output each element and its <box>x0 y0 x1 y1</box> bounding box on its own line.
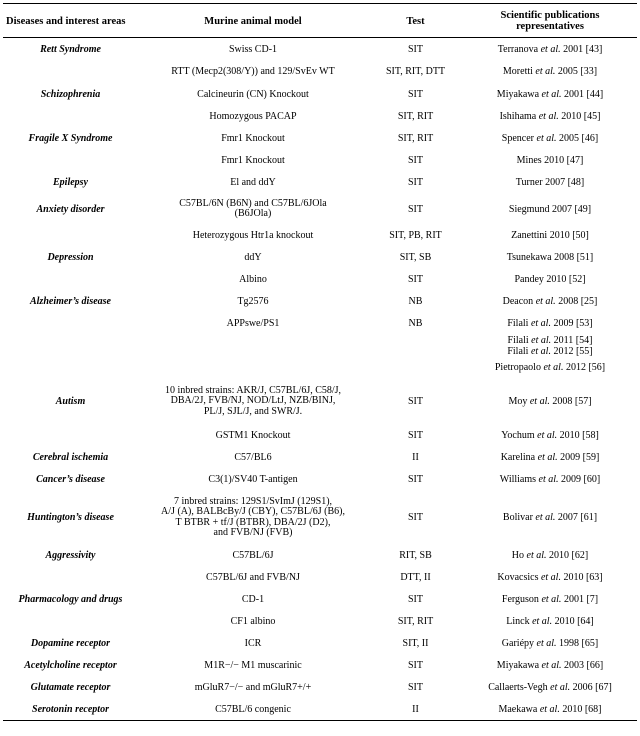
disease-cell <box>3 225 138 247</box>
publication-reference <box>466 396 634 407</box>
publication-reference <box>466 638 634 649</box>
table-row <box>3 247 637 269</box>
publication-cell <box>463 61 637 83</box>
test-cell: SIT <box>408 660 423 671</box>
model-cell <box>138 106 368 128</box>
publication-cell <box>463 567 637 589</box>
publication-cell <box>463 335 637 357</box>
publication-cell <box>463 611 637 633</box>
publication-cell <box>463 545 637 567</box>
test-cell: SIT <box>408 88 423 100</box>
publication-year-ref: 2011 [54] <box>553 334 593 346</box>
publication-author: Ferguson <box>501 594 539 605</box>
model-cell <box>138 313 368 335</box>
publication-cell <box>463 106 637 128</box>
model-line: RTT (Mecp2(308/Y)) and 129/SvEv WT <box>171 66 335 77</box>
table-row <box>3 699 637 721</box>
publication-author: Kovacsics <box>497 572 539 583</box>
publication-reference <box>466 66 634 77</box>
model-cell <box>138 469 368 491</box>
et-al-text: et al. <box>540 572 561 583</box>
table-body <box>3 38 637 721</box>
publication-reference <box>466 660 634 671</box>
model-cell <box>138 545 368 567</box>
publication-author: Pietropaolo <box>494 362 541 373</box>
model-cell <box>138 425 368 447</box>
et-al-text: et al. <box>541 660 562 671</box>
model-line: M1R−/− M1 muscarinic <box>204 660 302 671</box>
table-row <box>3 633 637 655</box>
publication-author: Ho <box>511 550 525 561</box>
publication-author: Miyakawa <box>496 660 540 671</box>
model-cell <box>138 128 368 150</box>
test-cell: RIT, SB <box>399 550 432 561</box>
publication-year-ref: 2010 [62] <box>549 550 589 561</box>
model-cell <box>138 379 368 425</box>
model-cell <box>138 194 368 225</box>
disease-cell <box>3 611 138 633</box>
et-al-text: et al. <box>541 88 562 100</box>
table-row <box>3 83 637 106</box>
model-cell <box>138 699 368 721</box>
publication-year-ref: 2012 [55] <box>553 345 593 357</box>
model-line: C57BL/6J and FVB/NJ <box>206 572 300 583</box>
model-cell <box>138 567 368 589</box>
publication-cell <box>463 677 637 699</box>
model-line: CF1 albino <box>230 616 276 627</box>
disease-cell: Rett Syndrome <box>40 43 101 55</box>
et-al-text: et al. <box>530 318 551 329</box>
publication-cell <box>463 150 637 172</box>
disease-model-table <box>3 3 637 721</box>
publication-reference <box>466 362 634 373</box>
header-row <box>3 4 637 38</box>
test-cell: SIT <box>408 203 423 215</box>
disease-cell <box>3 425 138 447</box>
test-cell: SIT <box>408 512 423 523</box>
publication-author: Ishihama <box>499 111 537 122</box>
test-cell: SIT <box>408 274 423 285</box>
publication-reference <box>466 616 634 627</box>
header-publications: Scientific publications representatives <box>463 4 637 38</box>
publication-cell <box>463 83 637 106</box>
model-line: 10 inbred strains: AKR/J, C57BL/6J, C58/J, <box>164 384 342 396</box>
table-row <box>3 38 637 61</box>
et-al-text: et al. <box>529 396 550 407</box>
test-cell: SIT <box>408 682 423 693</box>
publication-reference <box>466 430 634 441</box>
table-row <box>3 589 637 611</box>
test-cell: SIT <box>408 594 423 605</box>
publication-year-ref: 2001 [7] <box>563 594 599 605</box>
publication-reference <box>466 89 634 100</box>
model-cell <box>138 633 368 655</box>
disease-cell: Anxiety disorder <box>36 203 105 215</box>
publication-year-ref: Turner 2007 [48] <box>515 177 585 188</box>
table-row <box>3 335 637 357</box>
disease-cell: Glutamate receptor <box>30 682 111 693</box>
publication-year-ref: 2005 [33] <box>557 66 598 77</box>
publication-author: Terranova <box>497 43 539 55</box>
model-cell <box>138 335 368 357</box>
publication-reference <box>466 296 634 307</box>
et-al-text: et al. <box>540 43 561 55</box>
model-cell <box>138 269 368 291</box>
et-al-text: et al. <box>536 133 557 144</box>
publication-author: Williams <box>499 474 537 485</box>
publication-table-container <box>3 3 637 721</box>
disease-cell: Aggressivity <box>45 550 96 561</box>
publication-year-ref: 1998 [65] <box>559 638 599 649</box>
disease-cell: Huntington’s disease <box>27 512 114 523</box>
publication-reference <box>466 335 634 346</box>
publication-cell <box>463 379 637 425</box>
publication-author: Gariépy <box>501 638 535 649</box>
table-row <box>3 357 637 379</box>
disease-cell: Schizophrenia <box>40 88 101 100</box>
publication-cell <box>463 699 637 721</box>
test-cell: NB <box>408 318 423 329</box>
test-cell: SIT, II <box>402 638 429 649</box>
publication-cell <box>463 247 637 269</box>
publication-cell <box>463 225 637 247</box>
publication-reference <box>466 252 634 263</box>
test-cell: II <box>368 699 463 721</box>
publication-reference <box>466 274 634 285</box>
model-line: Tg2576 <box>237 296 269 307</box>
table-row <box>3 567 637 589</box>
publication-reference <box>466 682 634 693</box>
publication-reference <box>466 346 634 357</box>
table-row <box>3 677 637 699</box>
et-al-text: et al. <box>539 703 560 715</box>
table-row <box>3 291 637 313</box>
publication-reference <box>466 550 634 561</box>
publication-year-ref: 2009 [60] <box>561 474 601 485</box>
table-row <box>3 655 637 677</box>
publication-year-ref: 2009 [59] <box>560 452 600 463</box>
disease-cell: Depression <box>47 252 94 263</box>
disease-cell <box>3 269 138 291</box>
publication-reference <box>466 133 634 144</box>
publication-year-ref: 2001 [44] <box>564 88 604 100</box>
publication-cell <box>463 447 637 469</box>
publication-year-ref: 2008 [25] <box>558 296 598 307</box>
table-row <box>3 425 637 447</box>
publication-reference <box>466 44 634 55</box>
publication-year-ref: 2010 [45] <box>561 111 601 122</box>
table-row <box>3 379 637 425</box>
disease-cell: Autism <box>55 396 86 407</box>
test-cell: SIT <box>408 474 423 485</box>
publication-author: Callaerts-Vegh <box>488 682 548 693</box>
publication-cell <box>463 38 637 61</box>
table-row <box>3 194 637 225</box>
publication-reference <box>466 594 634 605</box>
et-al-text: et al. <box>538 111 559 122</box>
publication-author: Spencer <box>501 133 535 144</box>
test-cell: DTT, II <box>400 572 431 583</box>
disease-cell: Alzheimer’s disease <box>29 296 111 307</box>
test-cell <box>368 335 463 357</box>
disease-cell <box>3 150 138 172</box>
publication-year-ref: 2001 [43] <box>563 43 603 55</box>
disease-cell <box>3 313 138 335</box>
et-al-text: et al. <box>537 430 558 441</box>
model-line: ddY <box>244 252 262 263</box>
model-line: Fmr1 Knockout <box>221 155 285 166</box>
model-line: A/J (A), BALBcBy/J (CBY), C57BL/6J (B6), <box>161 506 345 517</box>
publication-year-ref: Tsunekawa 2008 [51] <box>506 252 594 263</box>
model-line: El and ddY <box>230 177 276 188</box>
et-al-text: et al. <box>530 345 551 357</box>
model-cell <box>138 150 368 172</box>
et-al-text: et al. <box>541 594 562 605</box>
publication-year-ref: Mines 2010 [47] <box>516 155 584 166</box>
et-al-text: et al. <box>535 66 556 77</box>
publication-cell <box>463 633 637 655</box>
table-header <box>3 4 637 38</box>
test-cell: SIT, PB, RIT <box>389 230 442 241</box>
disease-cell <box>3 357 138 379</box>
table-row <box>3 225 637 247</box>
publication-reference <box>466 704 634 715</box>
model-line: C3(1)/SV40 T-antigen <box>208 474 298 485</box>
publication-year-ref: 2010 [58] <box>559 430 599 441</box>
test-cell: II <box>412 452 419 463</box>
publication-cell <box>463 589 637 611</box>
et-al-text: et al. <box>536 638 557 649</box>
et-al-text: et al. <box>526 550 547 561</box>
publication-year-ref: 2008 [57] <box>552 396 592 407</box>
disease-cell: Dopamine receptor <box>30 638 111 649</box>
et-al-text: et al. <box>543 362 564 373</box>
model-line: C57BL/6 congenic <box>215 703 291 715</box>
publication-cell <box>463 291 637 313</box>
disease-cell <box>3 106 138 128</box>
et-al-text: et al. <box>550 682 571 693</box>
et-al-text: et al. <box>538 474 559 485</box>
publication-year-ref: 2005 [46] <box>559 133 599 144</box>
disease-cell <box>3 61 138 83</box>
publication-year-ref: 2006 [67] <box>572 682 612 693</box>
model-cell <box>138 357 368 379</box>
publication-reference <box>466 111 634 122</box>
table-row <box>3 469 637 491</box>
model-line: APPswe/PS1 <box>226 318 280 329</box>
model-line: Heterozygous Htr1a knockout <box>192 230 314 241</box>
publication-cell <box>463 269 637 291</box>
model-cell <box>138 225 368 247</box>
model-cell <box>138 61 368 83</box>
table-row <box>3 128 637 150</box>
publication-year-ref: 2010 [63] <box>563 572 603 583</box>
disease-cell: Cerebral ischemia <box>32 452 109 463</box>
et-al-text: et al. <box>531 334 552 346</box>
test-cell: SIT, RIT, DTT <box>385 66 446 77</box>
disease-cell <box>3 567 138 589</box>
model-line: C57BL/6J <box>232 550 274 561</box>
publication-reference <box>466 177 634 188</box>
disease-cell: Cancer’s disease <box>36 474 105 485</box>
table-row <box>3 61 637 83</box>
header-diseases: Diseases and interest areas <box>3 4 138 38</box>
table-row <box>3 611 637 633</box>
publication-year-ref: 2010 [68] <box>562 703 602 715</box>
publication-author: Moretti <box>502 66 533 77</box>
publication-cell <box>463 491 637 545</box>
publication-reference <box>466 318 634 329</box>
model-cell <box>138 83 368 106</box>
publication-author: Filali <box>507 345 529 357</box>
publication-cell <box>463 425 637 447</box>
et-al-text: et al. <box>535 296 556 307</box>
disease-cell: Fragile X Syndrome <box>28 133 113 144</box>
et-al-text: et al. <box>537 452 558 463</box>
model-line: DBA/2J, FVB/NJ, NOD/LtJ, NZB/BINJ, <box>170 395 336 407</box>
publication-author: Miyakawa <box>496 88 540 100</box>
test-cell: SIT <box>408 430 423 441</box>
publication-reference <box>466 155 634 166</box>
table-row <box>3 172 637 194</box>
model-line: Albino <box>239 274 267 285</box>
publication-year-ref: 2010 [64] <box>554 616 594 627</box>
publication-author: Bolivar <box>502 512 533 523</box>
model-line: (B6JOla) <box>234 208 272 219</box>
test-cell: SIT <box>408 177 423 188</box>
publication-author: Filali <box>507 318 529 329</box>
model-cell <box>138 611 368 633</box>
model-line: and FVB/NJ (FVB) <box>213 527 293 538</box>
table-row <box>3 545 637 567</box>
model-cell <box>138 655 368 677</box>
disease-cell <box>3 335 138 357</box>
publication-reference <box>466 452 634 463</box>
model-line: C57/BL6 <box>234 452 272 463</box>
model-line: 7 inbred strains: 129S1/SvImJ (129S1), <box>173 495 333 507</box>
model-cell <box>138 677 368 699</box>
publication-cell <box>463 313 637 335</box>
model-line: C57BL/6N (B6N) and C57BL/6JOla <box>179 197 327 209</box>
test-cell: NB <box>408 296 423 307</box>
publication-cell <box>463 194 637 225</box>
model-line: ICR <box>244 638 262 649</box>
model-line: CD-1 <box>241 594 265 605</box>
model-line: Homozygous PACAP <box>209 111 297 122</box>
table-row <box>3 106 637 128</box>
test-cell: SIT, RIT <box>397 111 434 122</box>
publication-cell <box>463 357 637 379</box>
disease-cell: Epilepsy <box>53 177 88 188</box>
et-al-text: et al. <box>535 512 556 523</box>
publication-year-ref: 2012 [56] <box>565 362 606 373</box>
model-cell <box>138 447 368 469</box>
test-cell: SIT, RIT <box>397 133 434 144</box>
publication-cell <box>463 469 637 491</box>
publication-year-ref: Siegmund 2007 [49] <box>508 203 592 215</box>
test-cell: SIT <box>408 43 423 55</box>
model-line: PL/J, SJL/J, and SWR/J. <box>203 405 303 417</box>
publication-cell <box>463 172 637 194</box>
model-cell <box>138 247 368 269</box>
table-row <box>3 313 637 335</box>
publication-reference <box>466 230 634 241</box>
model-line: GSTM1 Knockout <box>215 430 291 441</box>
table-row <box>3 150 637 172</box>
publication-author: Moy <box>508 396 528 407</box>
model-line: Calcineurin (CN) Knockout <box>197 88 309 100</box>
publication-year-ref: 2009 [53] <box>553 318 593 329</box>
publication-reference <box>466 572 634 583</box>
publication-reference <box>466 474 634 485</box>
table-row <box>3 491 637 545</box>
publication-author: Filali <box>507 334 529 346</box>
model-line: Fmr1 Knockout <box>221 133 285 144</box>
header-test: Test <box>368 4 463 38</box>
table-row <box>3 447 637 469</box>
test-cell: SIT, RIT <box>397 616 434 627</box>
model-cell <box>138 172 368 194</box>
et-al-text: et al. <box>532 616 553 627</box>
publication-author: Yochum <box>501 430 535 441</box>
test-cell: SIT <box>408 155 423 166</box>
model-line: T BTBR + tf/J (BTBR), DBA/2J (D2), <box>175 516 331 528</box>
publication-year-ref: 2007 [61] <box>557 512 598 523</box>
publication-cell <box>463 655 637 677</box>
test-cell: SIT <box>408 396 423 407</box>
publication-author: Deacon <box>502 296 534 307</box>
disease-cell: Pharmacology and drugs <box>18 594 123 605</box>
publication-year-ref: Zanettini 2010 [50] <box>511 230 589 241</box>
test-cell: SIT, SB <box>399 252 432 263</box>
publication-author: Karelina <box>500 452 536 463</box>
publication-reference <box>466 204 634 215</box>
publication-year-ref: Pandey 2010 [52] <box>514 274 586 285</box>
table-row <box>3 269 637 291</box>
model-line: mGluR7−/− and mGluR7+/+ <box>194 682 312 693</box>
disease-cell: Acetylcholine receptor <box>24 660 117 671</box>
model-line: Swiss CD-1 <box>228 43 278 55</box>
publication-year-ref: 2003 [66] <box>564 660 604 671</box>
disease-cell: Serotonin receptor <box>3 699 138 721</box>
test-cell <box>368 357 463 379</box>
header-murine-model: Murine animal model <box>138 4 368 38</box>
publication-reference <box>466 512 634 523</box>
publication-author: Linck <box>506 616 530 627</box>
model-cell <box>138 589 368 611</box>
model-cell <box>138 491 368 545</box>
publication-cell <box>463 128 637 150</box>
model-cell <box>138 38 368 61</box>
publication-author: Maekawa <box>498 703 538 715</box>
model-cell <box>138 291 368 313</box>
